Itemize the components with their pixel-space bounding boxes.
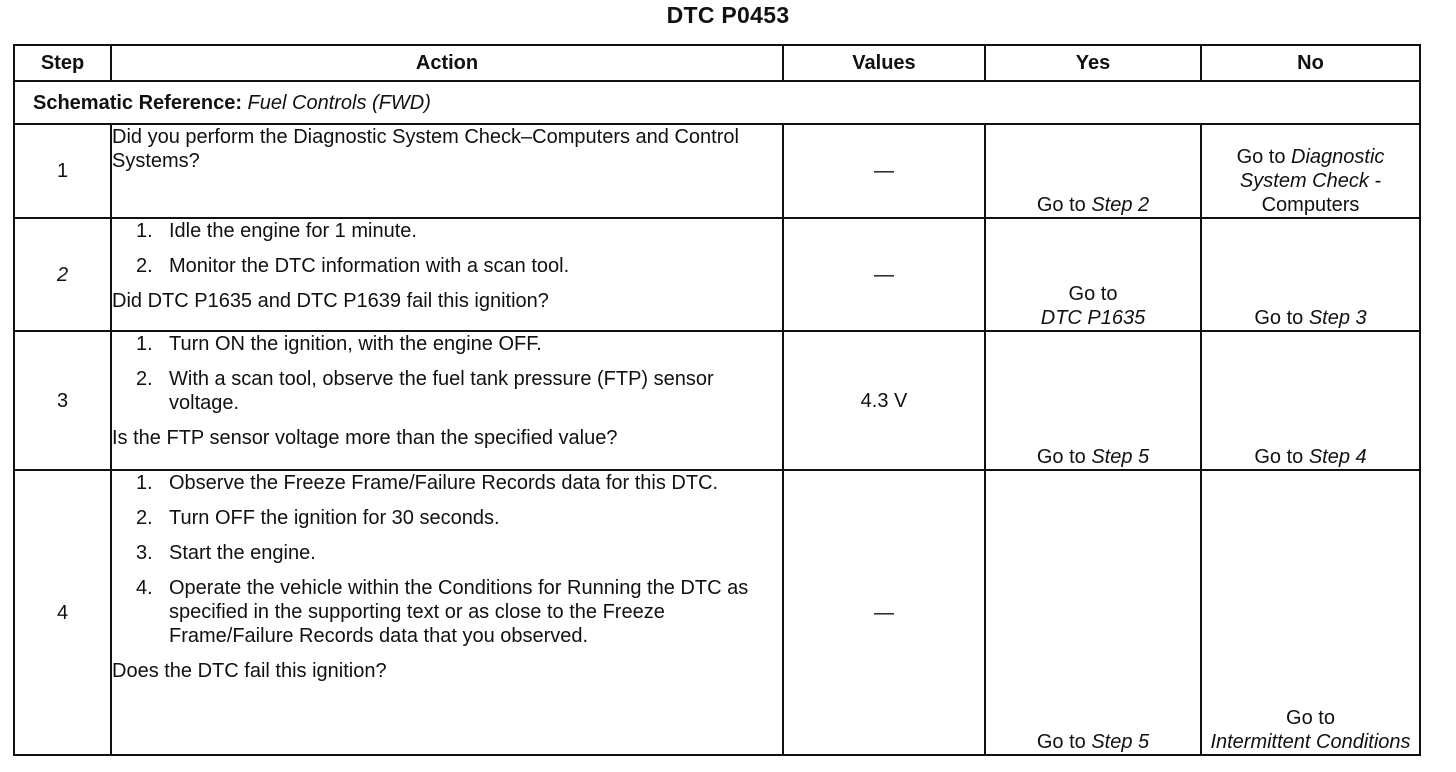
step-number: 2: [14, 218, 111, 331]
no-cell: [1201, 331, 1420, 470]
table-row: [14, 124, 1420, 218]
no-target: Diagnostic System Check -: [1239, 146, 1385, 192]
action-steps: [112, 471, 782, 648]
action-step: 2. With a scan tool, observe the fuel tank pressure (FTP) sensor voltage.: [136, 368, 714, 414]
value-cell: 4.3 V: [783, 331, 985, 470]
action-step: 1. Idle the engine for 1 minute.: [136, 220, 417, 242]
question-text: Did you perform the Diagnostic System Check–Computers and Control Systems?: [112, 126, 739, 172]
value-cell: —: [783, 470, 985, 755]
action-step: 3. Start the engine.: [136, 542, 316, 564]
no-prefix: Go to: [1236, 146, 1292, 168]
header-no: No: [1201, 45, 1420, 81]
header-row: [14, 45, 1420, 81]
table-row: [14, 331, 1420, 470]
yes-target: Step 5: [1091, 731, 1150, 753]
header-values: Values: [783, 45, 985, 81]
no-prefix: Go to: [1254, 446, 1309, 468]
no-target: Step 3: [1308, 307, 1367, 329]
action-step: 1. Observe the Freeze Frame/Failure Records data for this DTC.: [136, 472, 719, 494]
table-row: [14, 470, 1420, 755]
action-cell: [111, 218, 783, 331]
action-step: 4. Operate the vehicle within the Conditions for Running the DTC as specified in the supporting text or as close to the Freeze Frame/Failure Records data that you observed.: [136, 577, 749, 647]
action-step: 2. Monitor the DTC information with a scan tool.: [136, 255, 570, 277]
action-cell: [111, 124, 783, 218]
action-steps: [112, 219, 782, 278]
no-suffix: Computers: [1261, 194, 1360, 216]
no-prefix: Go to: [1254, 307, 1309, 329]
question-text: Is the FTP sensor voltage more than the specified value?: [112, 427, 618, 449]
schematic-reference-value: Fuel Controls (FWD): [247, 91, 431, 114]
schematic-reference-label: Schematic Reference:: [33, 91, 242, 114]
yes-cell: [985, 218, 1201, 331]
step-number: 3: [14, 331, 111, 470]
no-cell: [1201, 218, 1420, 331]
page-title: DTC P0453: [666, 2, 790, 28]
no-prefix: Go to: [1286, 707, 1335, 729]
yes-prefix: Go to: [1036, 194, 1092, 216]
yes-target: Step 5: [1091, 446, 1150, 468]
action-steps: [112, 332, 782, 415]
yes-cell: [985, 124, 1201, 218]
step-number: 4: [14, 470, 111, 755]
yes-cell: [985, 331, 1201, 470]
table-row: [14, 218, 1420, 331]
no-target: Step 4: [1308, 446, 1367, 468]
question-text: Does the DTC fail this ignition?: [112, 660, 387, 682]
yes-prefix: Go to: [1036, 731, 1092, 753]
action-cell: [111, 470, 783, 755]
action-step: 2. Turn OFF the ignition for 30 seconds.: [136, 507, 500, 529]
yes-target: Step 2: [1091, 194, 1150, 216]
header-step: Step: [14, 45, 111, 81]
value-cell: —: [783, 218, 985, 331]
value-cell: —: [783, 124, 985, 218]
no-target: Intermittent Conditions: [1210, 731, 1411, 753]
action-step: 1. Turn ON the ignition, with the engine OFF.: [136, 333, 542, 355]
yes-target: DTC P1635: [1040, 307, 1146, 329]
no-cell: [1201, 124, 1420, 218]
diagnostic-table: [13, 44, 1421, 756]
no-cell: [1201, 470, 1420, 755]
header-yes: Yes: [985, 45, 1201, 81]
question-text: Did DTC P1635 and DTC P1639 fail this ignition?: [112, 290, 549, 312]
action-cell: [111, 331, 783, 470]
header-action: Action: [111, 45, 783, 81]
step-number: 1: [14, 124, 111, 218]
yes-prefix: Go to: [1036, 446, 1092, 468]
schematic-reference-row: [14, 81, 1420, 124]
yes-cell: [985, 470, 1201, 755]
yes-prefix: Go to: [1068, 283, 1118, 305]
schematic-reference: [14, 81, 1420, 124]
